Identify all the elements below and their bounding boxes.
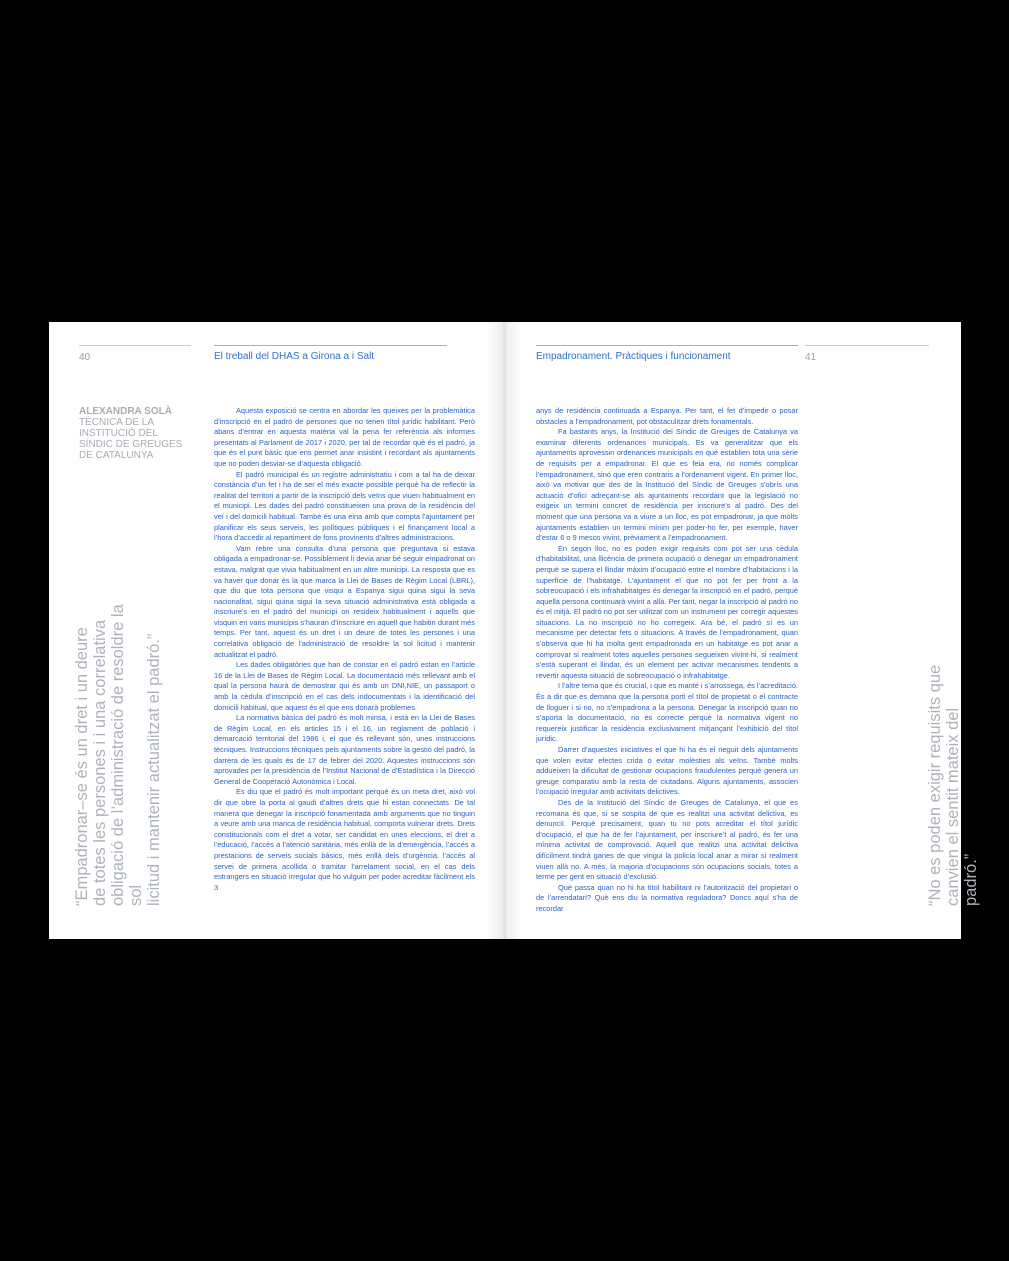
pull-quote-left: “Empadronar–se és un dret i un deure de totes les persones i i una correlativa obligació de l’administració de resoldre la sol licitud i mantenir actualitzat el padró.” bbox=[73, 604, 163, 906]
running-head-left: El treball del DHAS a Girona a i Salt bbox=[214, 351, 375, 362]
page-number-right: 41 bbox=[805, 352, 817, 363]
body-paragraph: Es diu que el padró és molt important perquè és un meta dret, això vol dir que obre la porta al gaudi d’altres drets que hi estan connectats. De tal manera que denegar la inscripció fonamentada amb arguments que no tinguin a veure amb una manca de residència habitual, comporta vulnerar drets. Drets constitucionals com el dret a votar, ser candidat en unes eleccions, el dret a l’educació, l’accés a l’atenció sanitària, més enllà de la d’emergència, l’accés a prestacions de serveis socials bàsics, més enllà dels d’urgència, l’accés al servei de primera acollida o tramitar l’arrelament social, en el cas dels estrangers en situació irregular que ho vulguin per poder acreditar fàcilment els 3 bbox=[214, 787, 475, 892]
header-rule-left-margin bbox=[79, 345, 191, 346]
body-paragraph: Vam rebre una consulta d’una persona que preguntava si estava obligada a empadronar-se. Possiblement li devia anar bé seguir empadronat on estava, malgrat que vivia habitualment en un altre municipi. La resposta que es va haver que donar és la que marca la Llei de Bases de Règim Local (LBRL), que diu que tota persona que visqui a Espanya sigui quina sigui la seva nacionalitat, sigui quina sigui la seva situació administrativa està obligada a inscriure’s en el padró del municipi on resideix habitualment i aquells que visquin en varis municipis s’hauran d’inscriure en aquell que habitin durant més temps. Per tant, aquest és un dret i un deure de totes les persones i una correlativa obligació de l’administració de resoldre la sol licitud i mantenir actualitzat el padró. bbox=[214, 543, 475, 659]
body-paragraph: Les dades obligatòries que han de constar en el padró estan en l’article 16 de la Llei de Bases de Règim Local. La documentació més rellevant amb el qual la persona haurà de demostrar qui és amb un DNI,NIE, un passaport o amb la cèdula d’inscripció en el cas dels indocumentats i la identificació del domicili habitual, que aquest és el que ens donarà problemes. bbox=[214, 660, 475, 712]
header-rule-right bbox=[536, 345, 798, 346]
page-number-left: 40 bbox=[79, 352, 91, 363]
body-paragraph: Fa bastants anys, la Institució del Síndic de Greuges de Catalunya va examinar diferents ordenances municipals. Es va generalitzar que els ajuntaments aprovessin ordenances municipals en què establien tota una sèrie de requisits per a empadronar. El que es feia era, no només complicar l’empadronament, sinó que eren contraris a l’ordenament vigent. En primer lloc, això va motivar que des de la Institució del Síndic de Greuges s’obrís una actuació d’ofici adreçant-se als ajuntaments recordant que la legislació no exigeix un termini concret de residència per inscriure’s al padró. Des del moment que una persona va a viure a un lloc, es pot empadronar, ja que molts ajuntaments establien un termini mínim per poder-ho fer, per exemple, haver d’estar 6 o 9 mesos vivint, prèviament a l’empadronament. bbox=[536, 427, 798, 543]
author-role: TÈCNICA DE LA INSTITUCIÓ DEL SÍNDIC DE GREUGES DE CATALUNYA bbox=[79, 417, 183, 461]
right-page bbox=[504, 322, 980, 939]
body-paragraph: El padró municipal és un registre administratiu i com a tal ha de deixar constància d’un fet i ha de ser el més exacte possible perquè ha de reflectir la realitat del territori a partir de la inscripció dels veïns que viuen habitualment en el municipi. Les dades del padró constitueixen una prova de la residència del veí i del domicili habitual. També és una eina amb que compta l’ajuntament per planificar els seus serveis, les polítiques públiques i el finançament local a l’hora d’accedir al repartiment de fons provinents d’altres administracions. bbox=[214, 469, 475, 543]
body-column-left bbox=[214, 406, 475, 908]
header-rule-left bbox=[214, 345, 447, 346]
book-gutter bbox=[486, 322, 522, 939]
body-paragraph: anys de residència continuada a Espanya. Per tant, el fet d’impedir o posar obstacles a l’empadronament, pot obstaculitzar drets fonamentals. bbox=[536, 406, 798, 426]
body-paragraph: Què passa quan no hi ha títol habilitant ni l’autorització del propietari o de l’arrendatari? Què ens diu la normativa reguladora? Doncs aquí s’ha de recordar bbox=[536, 882, 798, 913]
author-name: ALEXANDRA SOLÀ bbox=[79, 406, 172, 417]
body-paragraph: Des de la Institució del Síndic de Greuges de Catalunya, el que es recomana és que, si se sospita de que es realitzi una activitat delictiva, es denunciï. Perquè precisament, quan tu no pots acreditar el títol jurídic d’ocupació, el que ha de fer l’ajuntament, per inscriure’t al padró, és fer una mínima activitat de comprovació. Aquell que realitzi una activitat delictiva difícilment tindrà ganes de que vingui la policia local anar a mirar si realment viuen allà no. A més, la majoria d’ocupacions són ocupacions socials, totes a terme per gent en situació d’exclusió. bbox=[536, 797, 798, 882]
left-page bbox=[49, 322, 504, 939]
book-spread bbox=[49, 322, 980, 939]
body-paragraph: En segon lloc, no es poden exigir requisits com pot ser una cèdula d’habitabilitat, una llicència de primera ocupació o denegar un empadronament perquè se supera el llindar màxim d’ocupació entre el nombre d’habitacions i la superfície de l’habitatge. L’ajuntament el que no pot fer per front a la sobreocupació i els infrahabitatges és denegar la inscripció en el padró, perquè aquella persona continuarà vivint a allà. Per tant, negar la inscripció al padró no és el mitjà. El padró no pot ser utilitzat com un instrument per corregir aquestes situacions. La no inscripció no ho corregeix. Ara bé, el padró sí es un mecanisme per detectar fets o situacions. A través de l’empadronament, quan s’observa que hi ha molta gent empadronada en un habitatge es pot anar a comprovar si realment totes aquelles persones segueixen vivint-hi, si realment s’està superant el llindar, és un element per activar mecanismes tendents a revertir aquesta situació de sobreocupació o infrahabitatge. bbox=[536, 543, 798, 680]
header-rule-right-margin bbox=[805, 345, 929, 346]
body-column-right bbox=[536, 406, 798, 913]
body-paragraph: La normativa bàsica del padró és molt minsa, i està en la Llei de Bases de Règim Local, en els articles 15 i el 16, un reglament de població i demarcació territorial del 1986 i, el que és rellevant són, unes instruccions tècniques. Instruccions tècniques pels ajuntaments sobre la gestió del padró, la darrera de les quals és de 17 de febrer del 2020. Aquestes instruccions són aprovades per la presidència de l’Institut Nacional de d’Estadística i la Direcció General de Cooperació Autonòmica i Local. bbox=[214, 713, 475, 786]
running-head-right: Empadronament. Pràctiques i funcionament bbox=[536, 351, 731, 362]
pull-quote-right: “No es poden exigir requisits que canvien el sentit mateix del padró.” bbox=[926, 664, 980, 906]
body-paragraph: Darrer d’aquestes iniciatives el que hi ha és el neguit dels ajuntaments que volen evitar efectes crida o evitar molèsties als veïns. També molts addueixen la dificultat de gestionar ocupacions fraudulentes perquè genera un greuge comparatiu amb la resta de ciutadans. Alguns ajuntaments, associen l’ocupació irregular amb activitats delictives. bbox=[536, 745, 798, 797]
body-paragraph: Aquesta exposició se centra en abordar les queixes per la problemàtica d’inscripció en el padró de persones que no tenen títol jurídic habilitant. Però abans d’entrar en aquesta matèria val la pena fer referència als informes presentats al Parlament de 2017 i 2020, per tal de recordar què és el padró, ja que és el punt bàsic que ens permet anar insistint i recordant als ajuntaments que no poden desviar-se d’aquesta obligació. bbox=[214, 406, 475, 468]
body-paragraph: I l’altre tema que és crucial, i que es manté i s’arrossega, és l’acreditació. És a dir que es demana que la persona porti el títol de propietat o el contracte de lloguer i si no, no s’empadrona a la persona. Denegar la inscripció quan no s’aporta la documentació, no és correcte perquè la normativa vigent no requereix justificar la residència exclusivament mitjançant l’exhibició del títol jurídic. bbox=[536, 681, 798, 744]
author-block bbox=[79, 406, 191, 461]
